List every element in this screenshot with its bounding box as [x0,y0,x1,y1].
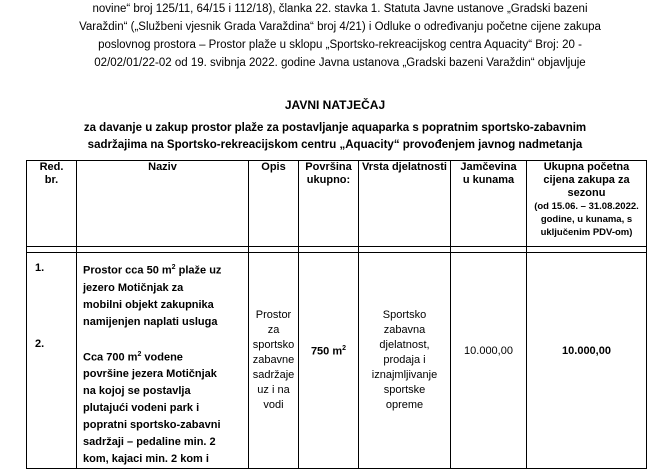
vrsta-line: sportske [383,384,426,397]
opis-line: vodi [263,399,284,412]
naziv-line: na kojoj se postavlja [83,385,191,398]
naziv-cell [77,253,249,469]
opis-line: sadržaje [252,369,295,382]
naziv-text: plaže uz [178,264,222,277]
header-text: Ukupna početna [543,161,630,173]
row-number: 1. [35,262,45,274]
header-vrsta: Vrsta djelatnosti [359,161,451,247]
vrsta-cell [359,253,451,469]
povrsina-value: 750 m [310,345,343,358]
tender-table [26,160,647,469]
opis-line: Prostor [255,309,292,322]
row-number: 2. [35,338,45,350]
vrsta-line: Sportsko [382,309,427,322]
naziv-line: jezero Motičnjak za [83,281,184,294]
header-text: Jamčevina [460,161,517,173]
header-note: (od 15.06. – 31.08.2022. [534,201,639,212]
intro-line: Varaždin“ („Službeni vjesnik Grada Varaždina“ broj 4/21) i Odluke o određivanju početne cijene zakupa [79,21,601,33]
intro-paragraph [40,0,640,72]
intro-line: poslovnog prostora – Prostor plaže u sklopu „Sportsko-rekreacijskog centra Aquacity“ Broj: 20 - [98,39,582,51]
table-row [27,253,647,469]
header-jamcevina [451,161,527,247]
opis-line: za [267,324,280,337]
header-note: godine, u kunama, s [540,214,633,225]
header-note: uključenim PDV-om) [540,227,633,238]
subtitle-line: sadržajima na Sportsko-rekreacijskom centru „Aquacity“ provođenjem javnog nadmetanja [87,139,583,151]
document-title: JAVNI NATJEČAJ [284,98,386,112]
header-text: sezonu [567,187,606,199]
superscript: 2 [171,264,176,271]
naziv-line: sadržaji – pedaline min. 2 [83,436,216,449]
superscript: 2 [137,350,142,358]
vrsta-line: djelatnost, [379,339,430,352]
header-povrsina [299,161,359,247]
header-text: br. [44,174,59,186]
superscript: 2 [342,345,347,352]
naziv-line: kom, kajaci min. 2 kom i [83,453,209,466]
vrsta-line: zabavna [383,324,426,337]
document-subtitle [70,120,600,154]
row-numbers [27,253,77,469]
vrsta-line: opreme [385,399,424,412]
intro-line: novine“ broj 125/11, 64/15 i 112/18), članka 22. stavka 1. Statuta Javne ustanove „Gradski bazeni [92,3,588,15]
opis-line: sportsko [252,339,295,352]
naziv-line: mobilni objekt zakupnika [83,298,214,311]
naziv-text: vodene [144,351,183,364]
naziv-line: plutajući vodeni park i [83,402,200,415]
naziv-line: površine jezera Motičnjak [83,368,217,381]
header-text: cijena zakupa za [543,174,630,186]
naziv-line [83,346,244,367]
header-text: u kunama [462,174,515,186]
header-text: Red. [39,161,64,173]
cijena-cell: 10.000,00 [527,253,647,469]
naziv-line [83,259,244,280]
opis-line: uz i na [257,384,290,397]
opis-cell [249,253,299,469]
vrsta-line: prodaja i [383,354,426,367]
header-red-br [27,161,77,247]
naziv-line: popratni sportsko-zabavni [83,419,221,432]
header-text: ukupno: [306,174,351,186]
header-cijena [527,161,647,247]
povrsina-cell [299,253,359,469]
header-opis: Opis [249,161,299,247]
vrsta-line: iznajmljivanje [371,369,438,382]
naziv-text: Prostor cca 50 m [83,264,172,277]
jamcevina-cell: 10.000,00 [451,253,527,469]
opis-line: zabavne [252,354,295,367]
header-naziv: Naziv [77,161,249,247]
naziv-line: namijenjen naplati usluga [83,315,218,328]
subtitle-line: za davanje u zakup prostor plaže za postavljanje aquaparka s popratnim sportsko-zabavnim [83,122,587,134]
intro-line: 02/02/01/22-02 od 19. svibnja 2022. godine Javna ustanova „Gradski bazeni Varaždin“ objavljuje [94,57,586,69]
table-header-row [27,161,647,247]
naziv-text: Cca 700 m [83,351,138,364]
header-text: Površina [305,161,352,173]
